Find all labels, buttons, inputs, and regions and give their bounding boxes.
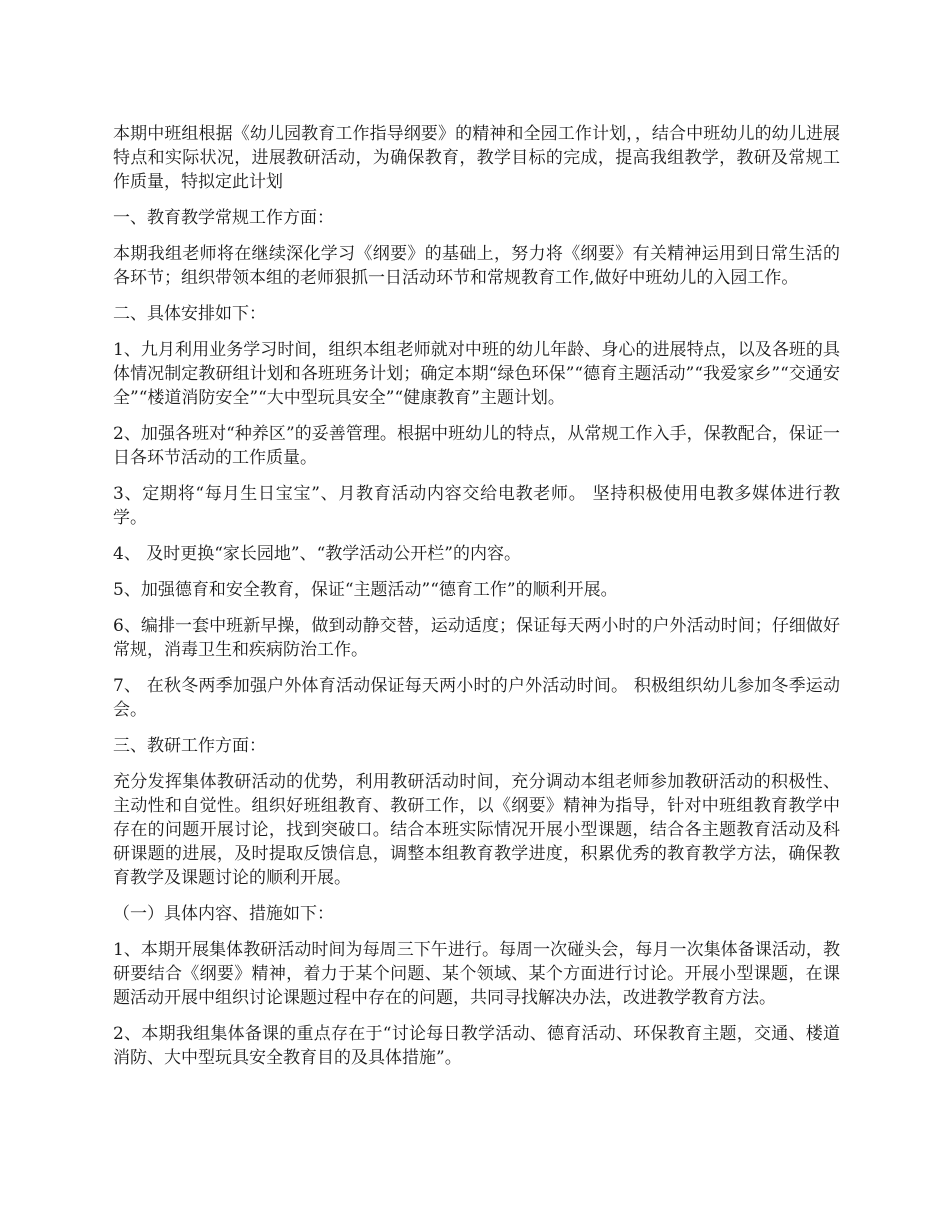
arrangement-item-6: 6、编排一套中班新早操，做到动静交替，运动适度；保证每天两小时的户外活动时间；仔细做好常规，消毒卫生和疾病防治工作。 bbox=[113, 616, 840, 660]
arrangement-item-7: 7、 在秋冬两季加强户外体育活动保证每天两小时的户外活动时间。 积极组织幼儿参加冬季运动会。 bbox=[113, 676, 840, 720]
arrangement-item-2: 2、加强各班对“种养区”的妥善管理。根据中班幼儿的特点，从常规工作入手，保教配合，保证一日各环节活动的工作质量。 bbox=[113, 424, 840, 468]
section-heading-routine-work: 一、教育教学常规工作方面： bbox=[113, 208, 334, 228]
measure-item-1: 1、本期开展集体教研活动时间为每周三下午进行。每周一次碰头会，每月一次集体备课活动，教研要结合《纲要》精神，着力于某个问题、某个领域、某个方面进行讨论。开展小型课题，在课题活动开展中组织讨论课题过程中存在的问题，共同寻找解决办法，改进教学教育方法。 bbox=[113, 940, 840, 1008]
intro-paragraph: 本期中班组根据《幼儿园教育工作指导纲要》的精神和全园工作计划，，结合中班幼儿的幼儿进展特点和实际状况，进展教研活动，为确保教育，教学目标的完成，提高我组教学，教研及常规工作质量，特拟定此计划 bbox=[113, 124, 840, 192]
arrangement-item-5: 5、加强德育和安全教育，保证“主题活动”“德育工作”的顺利开展。 bbox=[113, 580, 618, 600]
subsection-heading-measures: （一）具体内容、措施如下： bbox=[113, 904, 334, 924]
measure-item-2: 2、本期我组集体备课的重点存在于“讨论每日教学活动、德育活动、环保教育主题，交通、楼道消防、大中型玩具安全教育目的及具体措施”。 bbox=[113, 1024, 840, 1068]
routine-work-paragraph: 本期我组老师将在继续深化学习《纲要》的基础上，努力将《纲要》有关精神运用到日常生活的各环节；组织带领本组的老师狠抓一日活动环节和常规教育工作,做好中班幼儿的入园工作。 bbox=[113, 244, 840, 288]
arrangement-item-4: 4、 及时更换“家长园地”、“教学活动公开栏”的内容。 bbox=[113, 544, 521, 564]
section-heading-arrangements: 二、具体安排如下： bbox=[113, 304, 266, 324]
document-body bbox=[113, 122, 840, 1082]
arrangement-item-3: 3、定期将“每月生日宝宝”、月教育活动内容交给电教老师。 坚持积极使用电教多媒体进行教学。 bbox=[113, 484, 840, 528]
research-work-paragraph: 充分发挥集体教研活动的优势，利用教研活动时间，充分调动本组老师参加教研活动的积极性、主动性和自觉性。组织好班组教育、教研工作，以《纲要》精神为指导，针对中班组教育教学中存在的问题开展讨论，找到突破口。结合本班实际情况开展小型课题，结合各主题教育活动及科研课题的进展，及时提取反馈信息，调整本组教育教学进度，积累优秀的教育教学方法，确保教育教学及课题讨论的顺利开展。 bbox=[113, 772, 840, 888]
section-heading-research-work: 三、教研工作方面： bbox=[113, 736, 266, 756]
arrangement-item-1: 1、九月利用业务学习时间，组织本组老师就对中班的幼儿年龄、身心的进展特点，以及各班的具体情况制定教研组计划和各班班务计划；确定本期“绿色环保”“德育主题活动”“我爱家乡”“交通安全”“楼道消防安全”“大中型玩具安全”“健康教育”主题计划。 bbox=[113, 340, 840, 408]
